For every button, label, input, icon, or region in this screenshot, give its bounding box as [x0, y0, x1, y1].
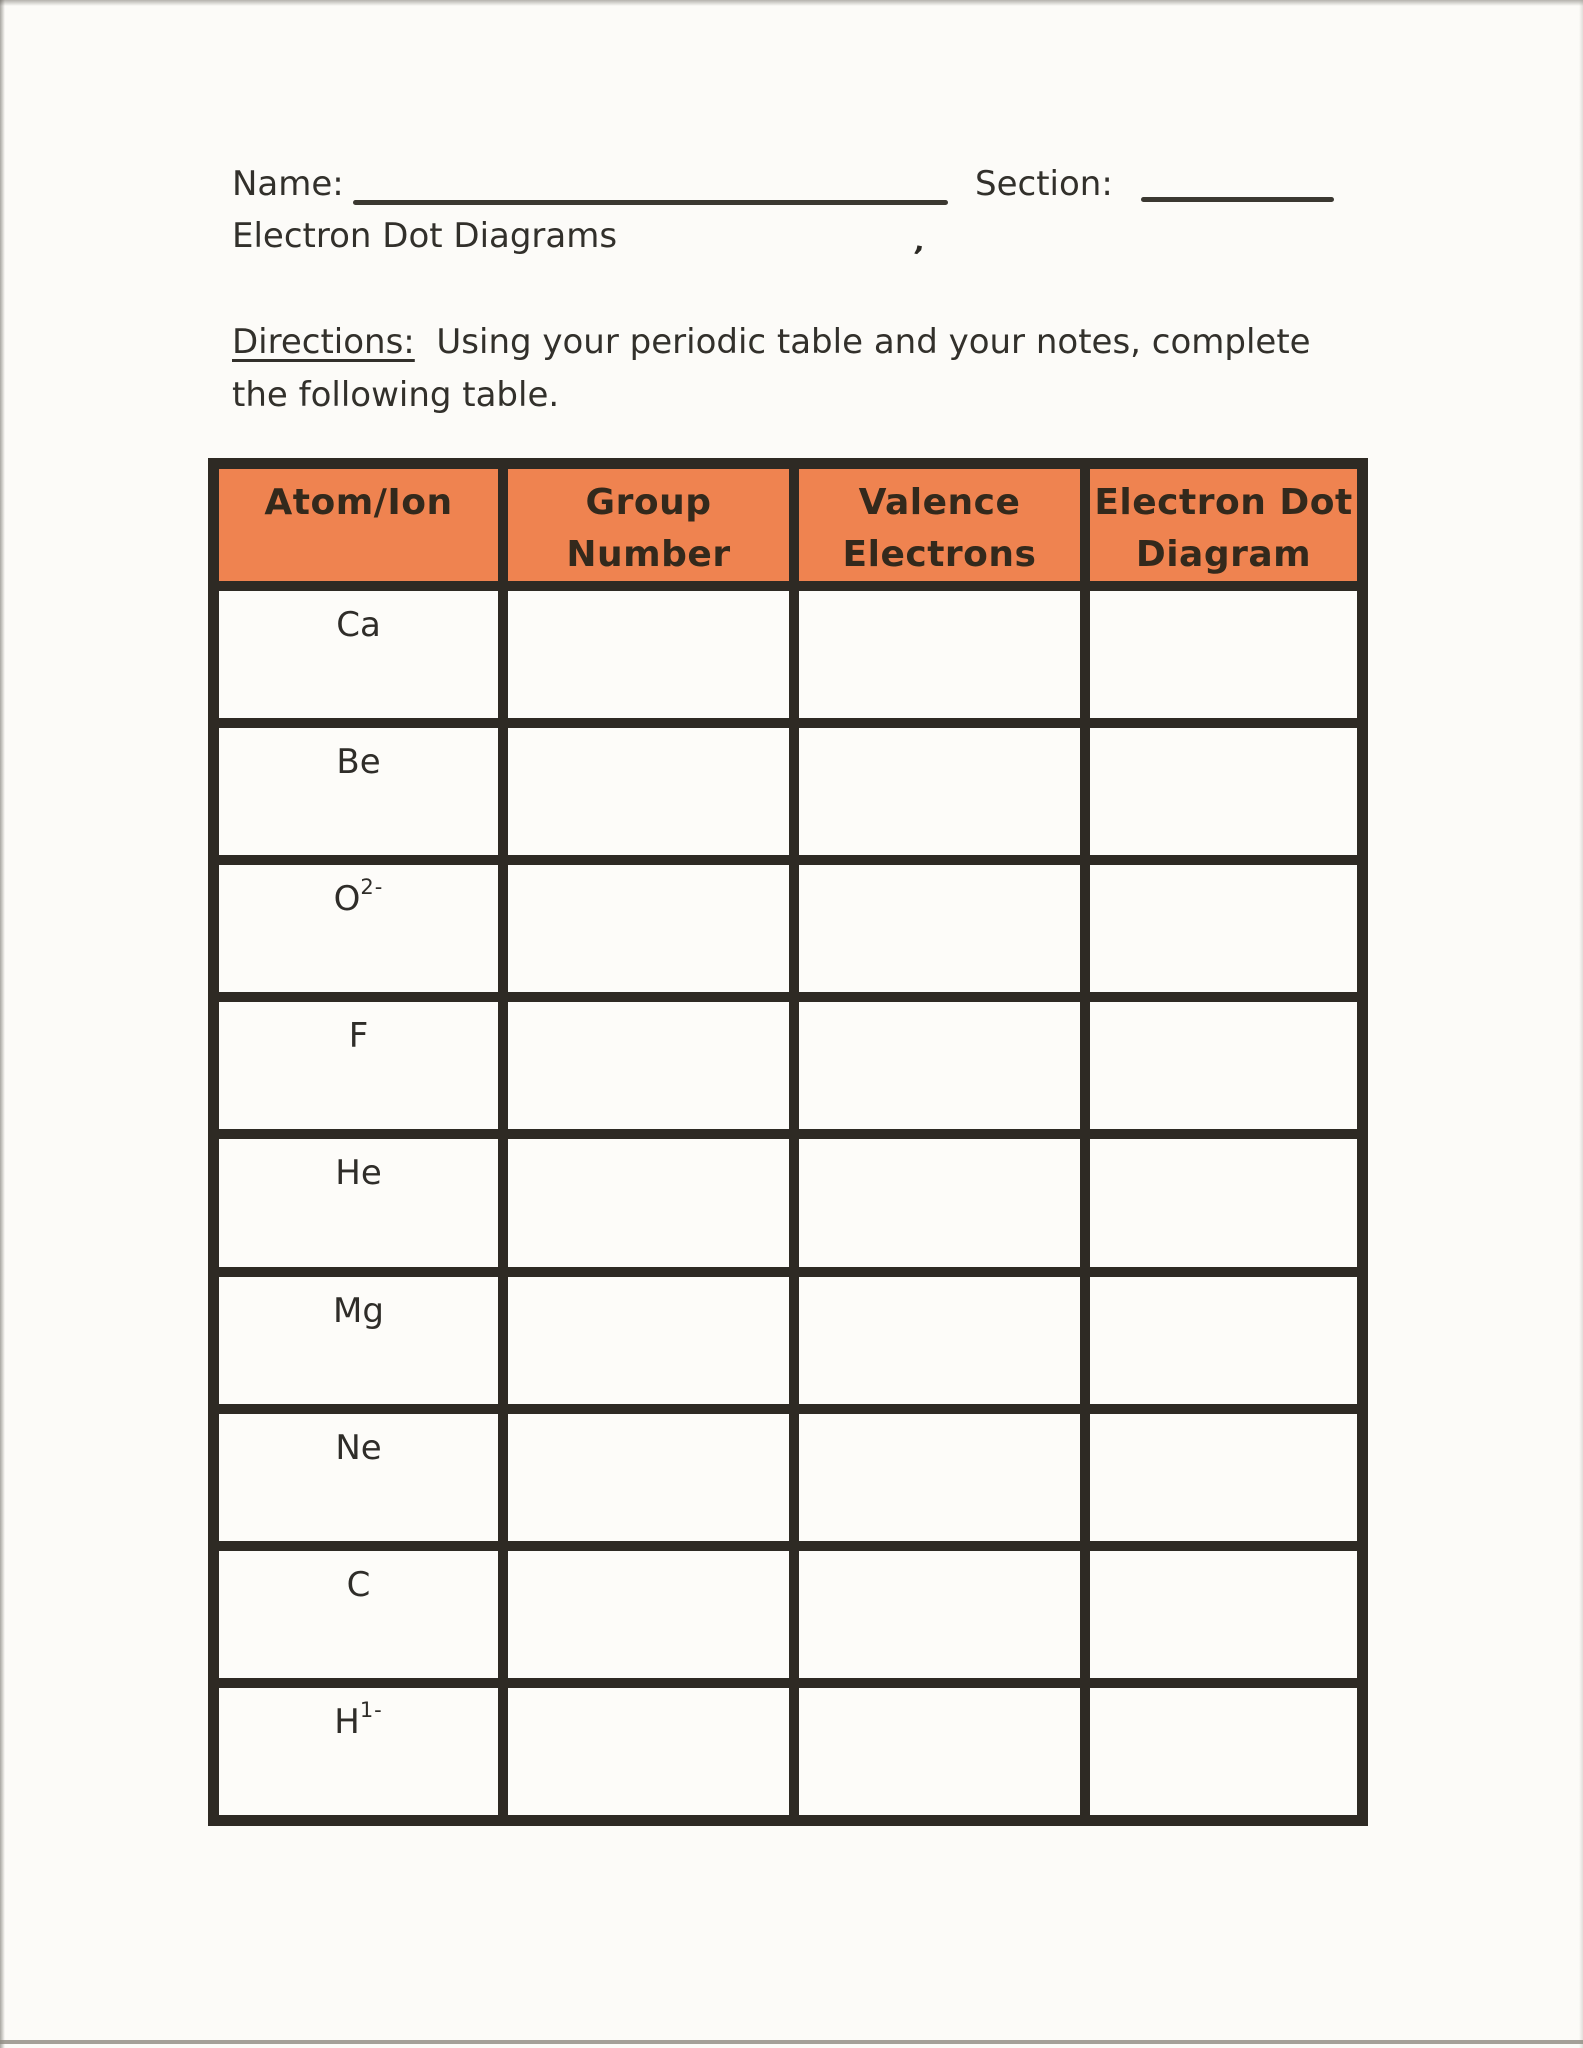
worksheet-title: Electron Dot Diagrams: [232, 216, 618, 256]
group-number-cell-o2minus: [508, 865, 789, 992]
scan-edge-right: [1579, 0, 1583, 2048]
group-number-cell-mg: [508, 1277, 789, 1404]
valence-electrons-cell-mg: [799, 1277, 1080, 1404]
atom-ion-cell-he: He: [219, 1139, 498, 1266]
header-atom-ion: Atom/Ion: [219, 469, 498, 581]
directions-paragraph: [232, 316, 1362, 422]
valence-electrons-cell-he: [799, 1139, 1080, 1266]
electron-dot-cell-h1minus: [1090, 1688, 1357, 1815]
section-label: Section:: [975, 164, 1113, 204]
directions-line2: the following table.: [232, 375, 560, 415]
scan-edge-top: [0, 0, 1583, 6]
header-valence-electrons: Valence Electrons: [799, 469, 1080, 581]
group-number-cell-be: [508, 728, 789, 855]
name-blank-line: [353, 200, 948, 205]
group-number-cell-he: [508, 1139, 789, 1266]
directions-line1: Using your periodic table and your notes, complete: [414, 322, 1311, 362]
group-number-cell-c: [508, 1551, 789, 1678]
electron-dot-cell-ca: [1090, 591, 1357, 718]
valence-electrons-cell-ne: [799, 1414, 1080, 1541]
atom-ion-cell-f: F: [219, 1002, 498, 1129]
scan-edge-left: [0, 0, 5, 2048]
group-number-cell-ne: [508, 1414, 789, 1541]
group-number-cell-f: [508, 1002, 789, 1129]
atom-ion-cell-ca: Ca: [219, 591, 498, 718]
worksheet-table: [208, 458, 1368, 1826]
valence-electrons-cell-be: [799, 728, 1080, 855]
atom-ion-cell-mg: Mg: [219, 1277, 498, 1404]
stray-pen-mark: ’: [908, 239, 926, 274]
group-number-cell-ca: [508, 591, 789, 718]
electron-dot-cell-be: [1090, 728, 1357, 855]
group-number-cell-h1minus: [508, 1688, 789, 1815]
atom-ion-cell-ne: Ne: [219, 1414, 498, 1541]
atom-ion-cell-be: Be: [219, 728, 498, 855]
valence-electrons-cell-o2minus: [799, 865, 1080, 992]
electron-dot-cell-o2minus: [1090, 865, 1357, 992]
valence-electrons-cell-h1minus: [799, 1688, 1080, 1815]
electron-dot-cell-mg: [1090, 1277, 1357, 1404]
atom-ion-cell-h1minus: H $^{1-}$: [219, 1688, 498, 1815]
scan-edge-bottom: [0, 2040, 1583, 2044]
header-group-number: Group Number: [508, 469, 789, 581]
electron-dot-cell-ne: [1090, 1414, 1357, 1541]
atom-ion-cell-o2minus: O $^{2-}$: [219, 865, 498, 992]
valence-electrons-cell-c: [799, 1551, 1080, 1678]
electron-dot-cell-he: [1090, 1139, 1357, 1266]
header-electron-dot-diagram: Electron Dot Diagram: [1090, 469, 1357, 581]
valence-electrons-cell-ca: [799, 591, 1080, 718]
valence-electrons-cell-f: [799, 1002, 1080, 1129]
directions-label: Directions:: [232, 322, 415, 362]
electron-dot-cell-f: [1090, 1002, 1357, 1129]
atom-ion-cell-c: C: [219, 1551, 498, 1678]
electron-dot-cell-c: [1090, 1551, 1357, 1678]
name-label: Name:: [232, 164, 344, 204]
section-blank-line: [1141, 197, 1334, 202]
